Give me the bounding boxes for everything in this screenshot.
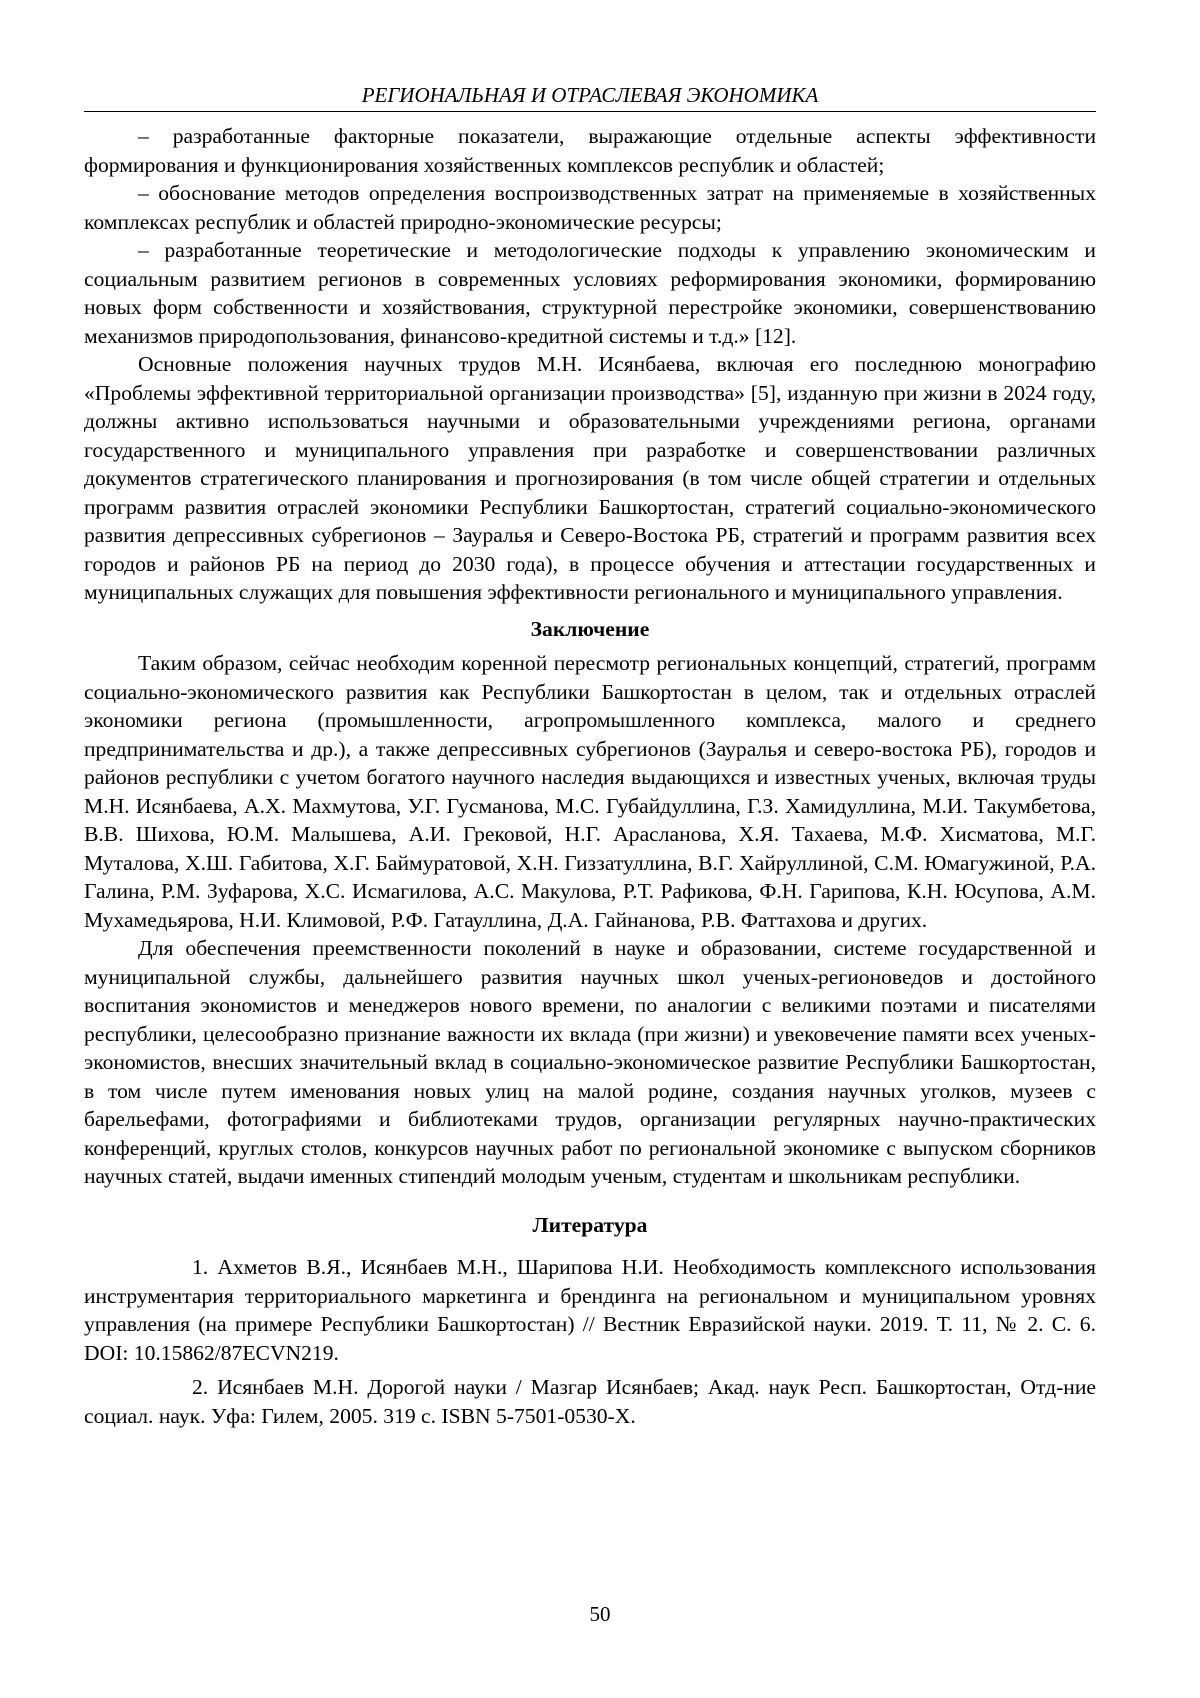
reference-number: 1. bbox=[192, 1255, 209, 1279]
page-number: 50 bbox=[589, 1602, 611, 1626]
reference-text: Ахметов В.Я., Исянбаев М.Н., Шарипова Н.И. Необходимость комплексного использования инструментария территориального маркетинга и брендинга на региональном и муниципальном уровнях управления (на примере Республики Башкортостан) // Вестник Евразийской науки. 2019. Т. 11, № 2. С. 6. DOI: 10.15862/87ECVN219. bbox=[84, 1255, 1096, 1365]
conclusion-paragraph-2: Для обеспечения преемственности поколений в науке и образовании, системе государственной и муниципальной службы, дальнейшего развития научных школ ученых-регионоведов и достойного воспитания экономистов и менеджеров нового времени, по аналогии с великими поэтами и писателями республики, целесообразно признание важности их вклада (при жизни) и увековечение памяти всех ученых-экономистов, внесших значительный вклад в социально-экономическое развитие Республики Башкортостан, в том числе путем именования новых улиц на малой родине, создания научных уголков, музеев с барельефами, фотографиями и библиотеками трудов, организации регулярных научно-практических конференций, круглых столов, конкурсов научных работ по региональной экономике с выпуском сборников научных статей, выдачи именных стипендий молодым ученым, студентам и школьникам республики. bbox=[84, 936, 1096, 1188]
intro-list-item-3: – разработанные теоретические и методологические подходы к управлению экономическим и социальным развитием регионов в современных условиях реформирования экономики, формированию новых форм собственности и хозяйствования, структурной перестройке экономики, совершенствованию механизмов природопользования, финансово-кредитной системы и т.д.» [12]. bbox=[84, 238, 1096, 348]
intro-list-item-2: – обоснование методов определения воспроизводственных затрат на применяемые в хозяйственных комплексах республик и областей природно-экономические ресурсы; bbox=[84, 181, 1096, 234]
intro-list-item-1: – разработанные факторные показатели, выражающие отдельные аспекты эффективности формирования и функционирования хозяйственных комплексов республик и областей; bbox=[84, 124, 1096, 177]
reference-text: Исянбаев М.Н. Дорогой науки / Мазгар Исянбаев; Акад. наук Респ. Башкортостан, Отд-ние социал. наук. Уфа: Гилем, 2005. 319 с. ISBN 5-7501-0530-Х. bbox=[84, 1375, 1096, 1428]
reference-number: 2. bbox=[192, 1375, 209, 1399]
journal-page bbox=[84, 80, 1096, 1436]
article-body bbox=[84, 122, 1096, 1430]
reference-item-2 bbox=[84, 1373, 1096, 1430]
references-heading: Литература bbox=[532, 1212, 648, 1237]
running-header: РЕГИОНАЛЬНАЯ И ОТРАСЛЕВАЯ ЭКОНОМИКА bbox=[84, 80, 1096, 112]
conclusion-heading: Заключение bbox=[530, 616, 650, 641]
conclusion-paragraph-1: Таким образом, сейчас необходим коренной пересмотр региональных концепций, стратегий, программ социально-экономического развития как Республики Башкортостан в целом, так и отдельных отраслей экономики региона (промышленности, агропромышленного комплекса, малого и среднего предпринимательства и др.), а также депрессивных субрегионов (Зауралья и северо-востока РБ), городов и районов республики с учетом богатого научного наследия выдающихся и известных ученых, включая труды М.Н. Исянбаева, А.Х. Махмутова, У.Г. Гусманова, М.С. Губайдуллина, Г.З. Хамидуллина, М.И. Такумбетова, В.В. Шихова, Ю.М. Малышева, А.И. Грековой, Н.Г. Арасланова, Х.Я. Тахаева, М.Ф. Хисматова, М.Г. Муталова, Х.Ш. Габитова, Х.Г. Баймуратовой, Х.Н. Гиззатуллина, В.Г. Хайруллиной, С.М. Юмагужиной, Р.А. Галина, Р.М. Зуфарова, Х.С. Исмагилова, А.С. Макулова, Р.Т. Рафикова, Ф.Н. Гарипова, К.Н. Юсупова, А.М. Мухамедьярова, Н.И. Климовой, Р.Ф. Гатауллина, Д.А. Гайнанова, Р.В. Фаттахова и других. bbox=[84, 651, 1096, 932]
main-paragraph: Основные положения научных трудов М.Н. Исянбаева, включая его последнюю монографию «Проблемы эффективной территориальной организации производства» [5], изданную при жизни в 2024 году, должны активно использоваться научными и образовательными учреждениями региона, органами государственного и муниципального управления при разработке и совершенствовании различных документов стратегического планирования и прогнозирования (в том числе общей стратегии и отдельных программ развития отраслей экономики Республики Башкортостан, стратегий социально-экономического развития депрессивных субрегионов – Зауралья и Северо-Востока РБ, стратегий и программ развития всех городов и районов РБ на период до 2030 года), в процессе обучения и аттестации государственных и муниципальных служащих для повышения эффективности регионального и муниципального управления. bbox=[84, 352, 1096, 604]
reference-item-1 bbox=[84, 1253, 1096, 1367]
